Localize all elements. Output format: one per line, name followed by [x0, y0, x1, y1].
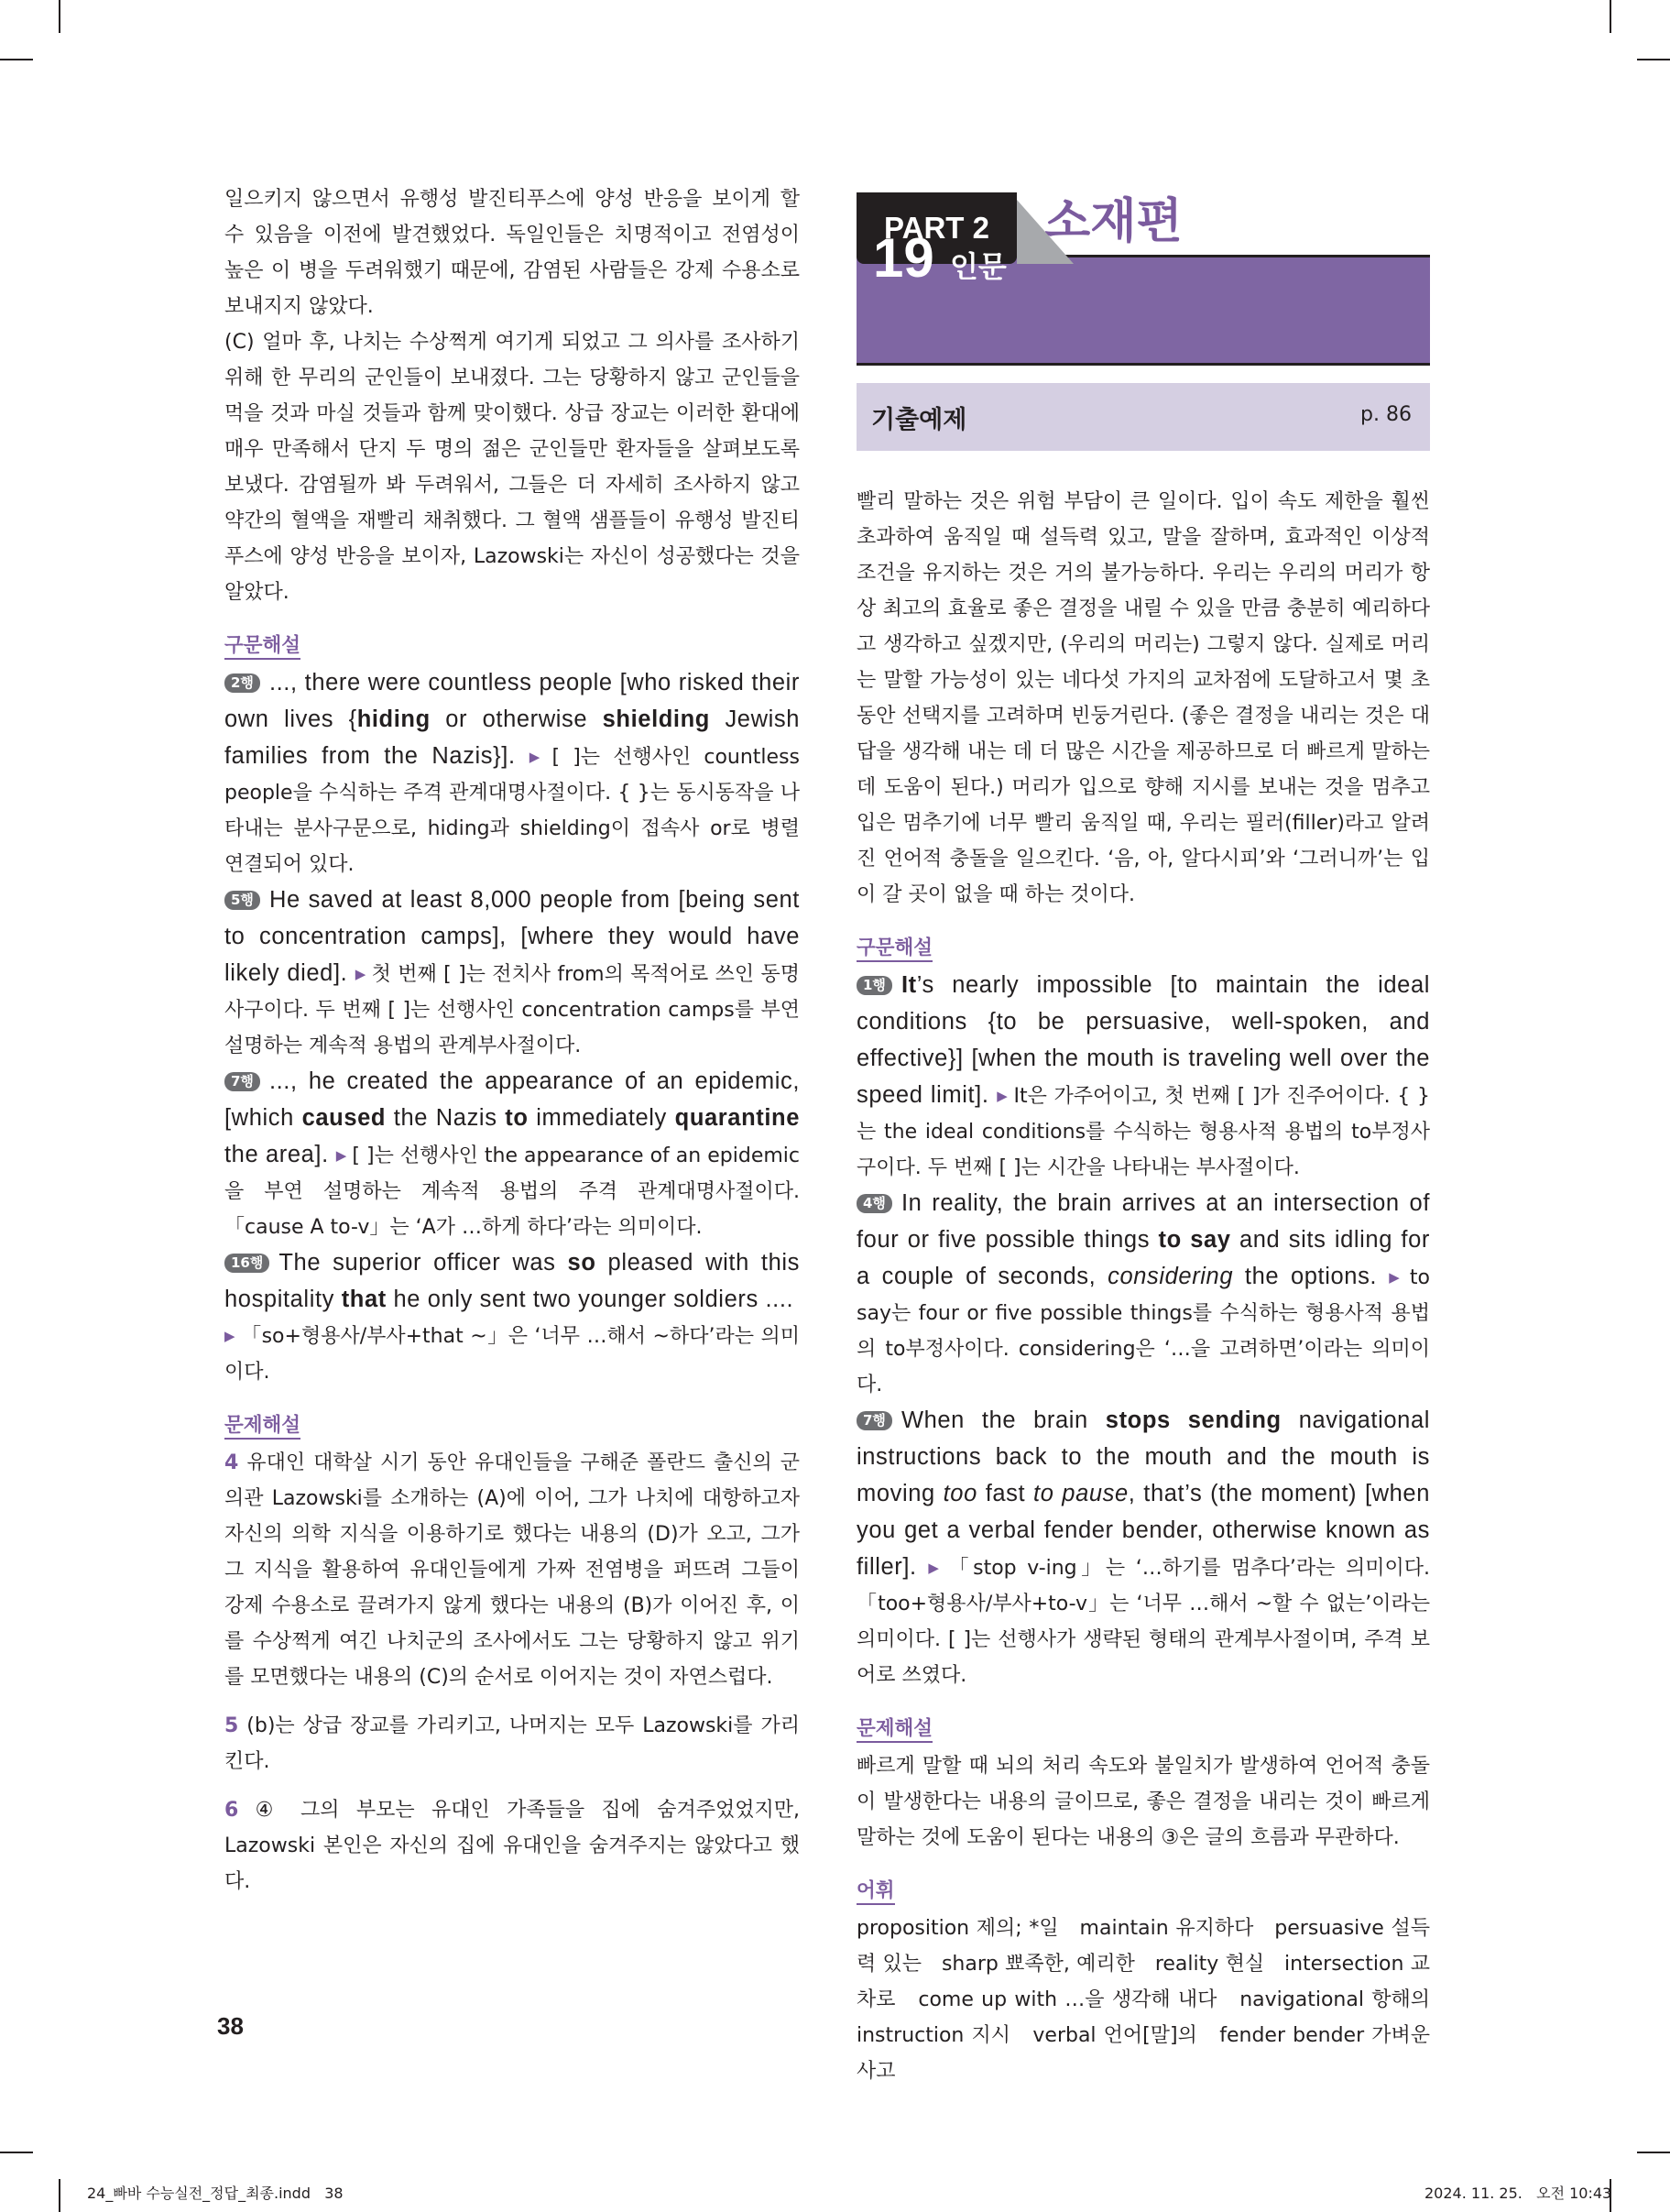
triangle-icon: ▶ — [1384, 1269, 1404, 1286]
part-tab-shadow — [1017, 200, 1074, 264]
part-title: 소재편 — [1044, 194, 1183, 249]
line-badge: 7행 — [857, 1411, 892, 1430]
crop-mark — [59, 2179, 60, 2212]
gichul-page-ref: p. 86 — [1360, 403, 1412, 426]
syntax-item: 5행 He saved at least 8,000 people from [being sent to concentration camps], [where they would have likely died]. ▶ 첫 번째 [ ]는 전치사 from의 목적어로 쓰인 동명사구이다. 두 번째 [ ]는 선행사인 concentration camps를 부연 설명하는 계속적 용법의 관계부사절이다. — [224, 887, 800, 1057]
line-badge: 1행 — [857, 976, 892, 995]
triangle-icon: ▶ — [522, 749, 547, 765]
crop-mark — [1610, 0, 1611, 33]
answer-6: 6 ④ 그의 부모는 유대인 가족들을 집에 숨겨주었었지만, Lazowski 본인은 자신의 집에 유대인을 숨겨주지는 않았다고 했다. — [224, 1799, 801, 1893]
triangle-icon: ▶ — [355, 966, 366, 982]
part-tab: PART 2 — [857, 192, 1017, 264]
footer-timestamp: 2024. 11. 25. 오전 10:43 — [1424, 2185, 1612, 2202]
translation-paragraph: (C) 얼마 후, 나치는 수상쩍게 여기게 되었고 그 의사를 조사하기 위해 한 무리의 군인들이 보내졌다. 그는 당황하지 않고 군인들을 먹을 것과 마실 것들과 함께 맞이했다. 상급 장교는 이러한 환대에 매우 만족해서 단지 두 명의 젊은 군인들만 환자들을 살펴보도록 보냈다. 감염될까 봐 두려워서, 그들은 더 자세히 조사하지 않고 약간의 혈액을 재빨리 채취했다. 그 혈액 샘플들이 유행성 발진티푸스에 양성 반응을 보이자, Lazowski는 자신이 성공했다는 것을 알았다. — [224, 331, 800, 604]
vocab-list: proposition 제의; *일 maintain 유지하다 persuasive 설득력 있는 sharp 뾰족한, 예리한 reality 현실 intersection 교차로 come up with …을 생각해 내다 navigational 항해의 instruction 지시 verbal 언어[말]의 fender bender 가벼운 사고 — [857, 1917, 1436, 2083]
right-column — [857, 484, 1436, 2089]
crop-mark — [59, 0, 60, 33]
problem-heading: 문제해설 — [224, 1407, 800, 1443]
divider — [857, 363, 1430, 366]
crop-mark — [1637, 2152, 1670, 2153]
line-badge: 7행 — [224, 1072, 260, 1091]
problem-heading: 문제해설 — [857, 1711, 1430, 1747]
syntax-heading: 구문해설 — [224, 628, 800, 663]
line-badge: 2행 — [224, 673, 260, 693]
part-header — [857, 192, 1430, 367]
triangle-icon: ▶ — [335, 1147, 347, 1164]
translation-paragraph: 빨리 말하는 것은 위험 부담이 큰 일이다. 입이 속도 제한을 훨씬 초과하여 움직일 때 설득력 있고, 말을 잘하며, 효과적인 이상적 조건을 유지하는 것은 거의 불가능하다. 우리는 우리의 머리가 항상 최고의 효율로 좋은 결정을 내릴 수 있을 만큼 충분히 예리하다고 생각하고 싶겠지만, (우리의 머리는) 그렇지 않다. 실제로 머리는 말할 가능성이 있는 네다섯 가지의 교차점에 도달하고서 몇 초 동안 선택지를 고려하며 빈둥거린다. (좋은 결정을 내리는 것은 대답을 생각해 내는 데 더 많은 시간을 제공하므로 더 빠르게 말하는 데 도움이 된다.) 머리가 입으로 향해 지시를 보내는 것을 멈추고 입은 멈추기에 너무 빨리 움직일 때, 우리는 필러(filler)라고 알려진 언어적 충돌을 일으킨다. ‘음, 아, 알다시피’와 ‘그러니까’는 입이 갈 곳이 없을 때 하는 것이다. — [857, 490, 1430, 906]
topic-number: 19 — [873, 227, 934, 289]
topic-bar — [857, 257, 1430, 364]
gichul-label: 기출예제 — [871, 406, 967, 434]
problem-explanation: 빠르게 말할 때 뇌의 처리 속도와 불일치가 발생하여 언어적 충돌이 발생한다는 내용의 글이므로, 좋은 결정을 내리는 것이 빠르게 말하는 것에 도움이 된다는 내용의 ③은 글의 흐름과 무관하다. — [857, 1755, 1430, 1849]
vocab-heading: 어휘 — [857, 1873, 1430, 1909]
syntax-heading: 구문해설 — [857, 930, 1430, 966]
topic-name: 인문 — [950, 249, 1007, 284]
line-badge: 16행 — [224, 1254, 269, 1273]
crop-mark — [1637, 59, 1670, 60]
syntax-item: 1행 It’s nearly impossible [to maintain the ideal conditions {to be persuasive, well-spoken, and effective}] [when the mouth is traveling well over the speed limit]. ▶ It은 가주어이고, 첫 번째 [ ]가 진주어이다. { }는 the ideal conditions를 수식하는 형용사적 용법의 to부정사구이다. 두 번째 [ ]는 시간을 나타내는 부사절이다. — [857, 972, 1430, 1179]
triangle-icon: ▶ — [996, 1088, 1009, 1104]
answer-4: 4 유대인 대학살 시기 동안 유대인들을 구해준 폴란드 출신의 군의관 Lazowski를 소개하는 (A)에 이어, 그가 나치에 대항하고자 자신의 의학 지식을 이용하기로 했다는 내용의 (D)가 오고, 그가 그 지식을 활용하여 유대인들에게 가짜 전염병을 퍼뜨려 그들이 강제 수용소로 끌려가지 않게 했다는 내용의 (B)가 이어진 후, 이를 수상쩍게 여긴 나치군의 조사에서도 그는 당황하지 않고 위기를 모면했다는 내용의 (C)의 순서로 이어지는 것이 자연스럽다. — [224, 1451, 800, 1689]
syntax-item: 7행 When the brain stops sending navigational instructions back to the mouth and the mouth is moving too fast to pause, that’s (the moment) [when you get a verbal fender bender, otherwise known as filler]. ▶ 「stop v-ing」는 ‘…하기를 멈추다’라는 의미이다. 「too+형용사/부사+to-v」는 ‘너무 …해서 ~할 수 없는’이라는 의미이다. [ ]는 선행사가 생략된 형태의 관계부사절이며, 주격 보어로 쓰였다. — [857, 1407, 1430, 1687]
syntax-item: 16행 The superior officer was so pleased with this hospitality that he only sent two younger soldiers .... ▶ 「so+형용사/부사+that ~」은 ‘너무 …해서 ~하다’라는 의미이다. — [224, 1250, 800, 1384]
crop-mark — [0, 59, 33, 60]
syntax-item: 2행 ..., there were countless people [who risked their own lives {hiding or otherwise shielding Jewish families from the Nazis}]. ▶ [ ]는 선행사인 countless people을 수식하는 주격 관계대명사절이다. { }는 동시동작을 나타내는 분사구문으로, hiding과 shielding이 접속사 or로 병렬 연결되어 있다. — [224, 670, 801, 876]
left-column — [224, 181, 800, 1900]
page-number: 38 — [217, 2012, 244, 2040]
footer-file: 24_빠바 수능실전_정답_최종.indd 38 — [87, 2185, 344, 2202]
triangle-icon: ▶ — [224, 1328, 236, 1344]
crop-mark — [0, 2152, 33, 2153]
translation-paragraph: 일으키지 않으면서 유행성 발진티푸스에 양성 반응을 보이게 할 수 있음을 이전에 발견했었다. 독일인들은 치명적이고 전염성이 높은 이 병을 두려워했기 때문에, 감염된 사람들은 강제 수용소로 보내지지 않았다. — [224, 188, 800, 318]
line-badge: 5행 — [224, 891, 260, 910]
triangle-icon: ▶ — [923, 1560, 944, 1576]
answer-5: 5 (b)는 상급 장교를 가리키고, 나머지는 모두 Lazowski를 가리킨다. — [224, 1714, 800, 1773]
syntax-item: 4행 In reality, the brain arrives at an intersection of four or five possible things to say and sits idling for a couple of seconds, considering the options. ▶ to say는 four or five possible things를 수식하는 형용사적 용법의 to부정사이다. considering은 ‘…을 고려하면’이라는 의미이다. — [857, 1190, 1430, 1396]
syntax-item: 7행 ..., he created the appearance of an epidemic, [which caused the Nazis to immediately quarantine the area]. ▶ [ ]는 선행사인 the appearance of an epidemic을 부연 설명하는 계속적 용법의 주격 관계대명사절이다. 「cause A to-v」는 ‘A가 …하게 하다’라는 의미이다. — [224, 1068, 800, 1239]
line-badge: 4행 — [857, 1194, 892, 1213]
gichul-bar — [857, 383, 1430, 451]
